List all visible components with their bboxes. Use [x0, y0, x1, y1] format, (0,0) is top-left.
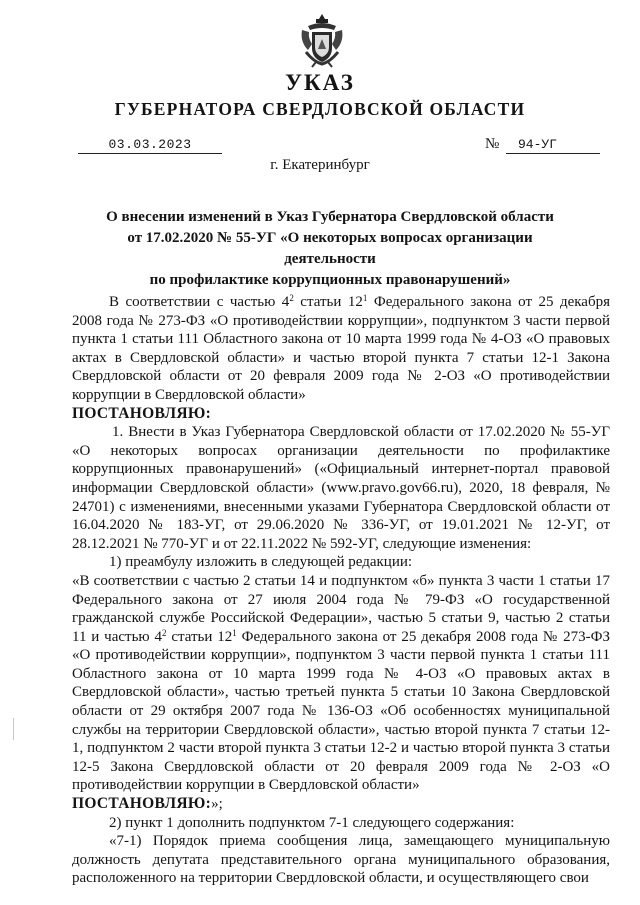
subitem-1-paragraph: 1) преамбулу изложить в следующей редакции: [109, 554, 413, 571]
issuer-title: ГУБЕРНАТОРА СВЕРДЛОВСКОЙ ОБЛАСТИ [114, 99, 526, 119]
decree-number: 94-УГ [506, 137, 600, 154]
preamble-text-a: В соответствии с частью 4 [109, 294, 290, 310]
margin-mark [13, 718, 14, 740]
heading-line-3: по профилактике коррупционных правонарушений» [149, 272, 511, 288]
new-preamble-text-b: статьи 12 [166, 628, 233, 645]
preamble-text-b: статьи 12 [293, 294, 363, 310]
decree-word-2-tail: »; [211, 796, 223, 813]
decree-word-quoted [72, 795, 610, 814]
decree-word-2: ПОСТАНОВЛЯЮ: [72, 795, 212, 813]
number-sign: № [485, 136, 500, 152]
document-type-title: УКАЗ [285, 70, 355, 95]
subitem-2-paragraph: 2) пункт 1 дополнить подпунктом 7-1 следующего содержания: [109, 814, 515, 831]
city-name: г. Екатеринбург [270, 157, 370, 173]
heading-line-1: О внесении изменений в Указ Губернатора Свердловской области [106, 209, 554, 225]
new-preamble-sup-1: 2 [161, 627, 167, 638]
new-preamble-paragraph [72, 572, 610, 795]
preamble-sup-1: 2 [289, 293, 294, 303]
decree-word: ПОСТАНОВЛЯЮ: [72, 404, 212, 422]
new-preamble-text-a: «В соответствии с частью 2 статьи 14 и подпунктом «б» пункта 3 части 1 статьи 17 Федерального закона от 27 июля 2004 года № 79-ФЗ «О государственной гражданской службе Российской Федерации», частью 5 статьи 9, частью 2 статьи 11 и частью 4 [72, 572, 610, 645]
document-heading [80, 207, 580, 291]
item-1-paragraph: 1. Внести в Указ Губернатора Свердловской области от 17.02.2020 № 55-УГ «О некоторых вопросах организации деятельности по профилактике коррупционных правонарушений» («Официальный интернет-портал правовой информации Свердловской области» (www.pravo.gov66.ru), 2020, 18 февраля, № 24701) с изменениями, внесенными указами Губернатора Свердловской области от 16.04.2020 № 183-УГ, от 29.06.2020 № 336-УГ, от 19.01.2021 № 12-УГ, от 28.12.2021 № 770-УГ и от 22.11.2022 № 592-УГ, следующие изменения: [72, 424, 610, 552]
preamble-paragraph [72, 293, 610, 405]
preamble-sup-2: 1 [362, 293, 368, 303]
subitem-7-1-paragraph: «7-1) Порядок приема сообщения лица, замещающего муниципальную должность депутата представительного органа муниципального образования, расположенного на территории Свердловской области, и осуществляющего свои [72, 833, 610, 887]
coat-of-arms-icon [298, 12, 346, 68]
new-preamble-sup-2: 1 [232, 627, 237, 638]
preamble-text-c: Федерального закона от 25 декабря 2008 года № 273-ФЗ «О противодействии коррупции», подпунктом 3 части первой пункта 1 статьи 111 Областного закона от 10 марта 1999 года № 4-ОЗ «О правовых актах в Свердловской области» и частью второй пункта 7 статьи 12-1 Закона Свердловской области от 20 февраля 2009 года № 2-ОЗ «О противодействии коррупции в Свердловской области» [72, 294, 610, 403]
new-preamble-text-c: Федерального закона от 25 декабря 2008 года № 273-ФЗ «О противодействии коррупции», подпунктом 3 части первой пункта 1 статьи 111 Областного закона от 10 марта 1999 года № 4-ОЗ «О правовых актах в Свердловской области», частью третьей пункта 5 статьи 10 Закона Свердловской области от 29 октября 2007 года № 136-ОЗ «Об особенностях муниципальной службы на территории Свердловской области», частью второй пункта 7 статьи 12-1, подпунктом 2 части второй пункта 3 статьи 12-2 и частью второй пункта 3 статьи 12-5 Закона Свердловской области от 20 февраля 2009 года № 2-ОЗ «О противодействии коррупции в Свердловской области» [72, 628, 610, 794]
heading-line-2: от 17.02.2020 № 55-УГ «О некоторых вопросах организации деятельности [127, 230, 533, 267]
document-body [72, 293, 610, 888]
decree-date: 03.03.2023 [78, 137, 222, 154]
